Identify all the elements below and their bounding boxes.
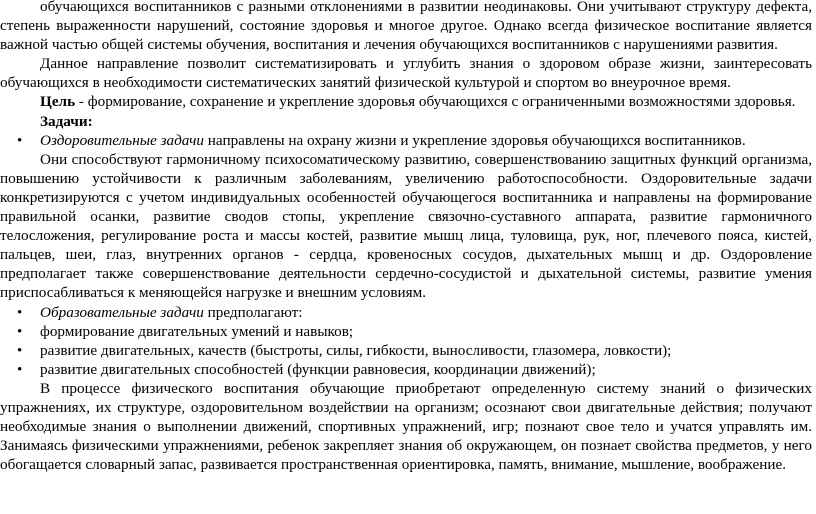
qualities-text: развитие двигательных, качеств (быстроты, силы, гибкости, выносливости, глазомера, ловкости); [40,341,672,359]
list-item-abilities [0,360,812,379]
goal-label: Цель [40,93,76,111]
tasks-heading: Задачи: [40,112,93,130]
paragraph-goal [0,92,812,111]
bullet-icon: • [17,360,23,378]
health-tasks-label: Оздоровительные задачи [40,131,204,149]
education-tasks-label: Образовательные задачи [40,303,204,321]
bullet-icon: • [17,322,23,340]
bullet-icon: • [17,303,23,321]
list-item-skills [0,322,812,341]
education-tasks-text: предполагают: [203,303,303,321]
paragraph-health-details: Они способствуют гармоничному психосоматическому развитию, совершенствованию защитных функций организма, повышению устойчивости к различным заболеваниям, увеличению работоспособности. Оздоровительные задачи конкретизируются с учетом индивидуальных особенностей обучающегося воспитанника и направлены на формирование правильной осанки, развитие сводов стопы, укрепление связочно-суставного аппарата, развитие гармоничного телосложения, регулирование роста и массы костей, развитие мышц лица, туловища, рук, ног, плечевого пояса, кистей, пальцев, шеи, глаз, внутренних органов - сердца, кровеносных сосудов, дыхательных мышц и др. Оздоровление предполагает также совершенствование деятельности сердечно-сосудистой и дыхательной системы, развитие умения приспосабливаться к меняющейся нагрузке и внешним условиям. [0,150,812,302]
paragraph-direction: Данное направление позволит систематизировать и углубить знания о здоровом образе жизни, заинтересовать обучающихся в необходимости систематических занятий физической культурой и спортом во внеурочное время. [0,55,812,92]
paragraph-intro: обучающихся воспитанников с разными отклонениями в развитии неодинаковы. Они учитывают структуру дефекта, степень выраженности нарушений, состояние здоровья и многое другое. Однако всегда физическое воспитание является важной частью общей системы обучения, воспитания и лечения обучающихся воспитанников с нарушениями развития. [0,0,812,54]
health-tasks-text: направлены на охрану жизни и укрепление здоровья обучающихся воспитанников. [204,131,746,149]
list-item-qualities [0,341,812,360]
goal-text: - формирование, сохранение и укрепление здоровья обучающихся с ограниченными возможностями здоровья. [75,93,796,111]
paragraph-knowledge: В процессе физического воспитания обучающие приобретают определенную систему знаний о физических упражнениях, их структуре, оздоровительном воздействии на организм; осознают свои двигательные действия; получают необходимые знания о выполнении движений, спортивных упражнений, игр; познают свое тело и учатся управлять им. Занимаясь физическими упражнениями, ребенок закрепляет знания об окружающем, он познает свойства предметов, у него обогащается словарный запас, развивается пространственная ориентировка, память, внимание, мышление, воображение. [0,379,812,474]
abilities-text: развитие двигательных способностей (функции равновесия, координации движений); [40,360,596,378]
skills-text: формирование двигательных умений и навыков; [40,322,354,340]
bullet-icon: • [17,341,23,359]
list-item-health-tasks [0,131,812,150]
bullet-icon: • [17,131,23,149]
list-item-education-tasks [0,303,812,322]
